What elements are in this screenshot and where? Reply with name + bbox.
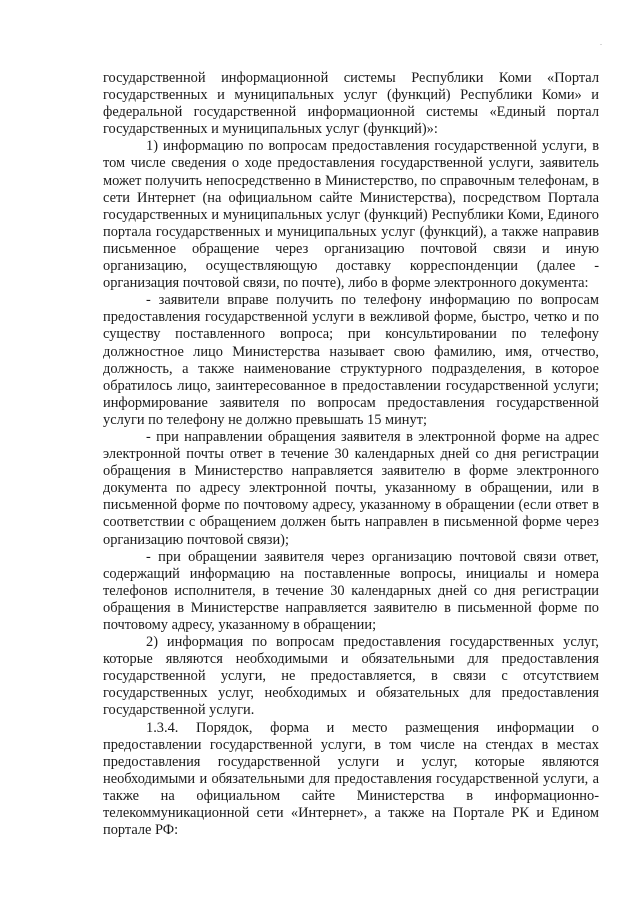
document-body <box>103 70 599 839</box>
paragraph-post-info: - при обращении заявителя через организацию почтовой связи ответ, содержащий информацию на поставленные вопросы, инициалы и номера телефонов исполнителя, в течение 30 календарных дней со дня регистрации обращения в Министерстве направляется заявителю в письменной форме по почтовому адресу, указанному в обращении; <box>103 548 599 633</box>
corner-mark: . <box>600 38 602 47</box>
paragraph-phone-info: - заявители вправе получить по телефону информацию по вопросам предоставления государственной услуги в вежливой форме, быстро, четко и по существу поставленного вопроса; при консультировании по телефону должностное лицо Министерства называет свою фамилию, имя, отчество, должность, а также наименование структурного подразделения, в которое обратилось лицо, заинтересованное в предоставлении государственной услуги; информирование заявителя по вопросам предоставления государственной услуги по телефону не должно превышать 15 минут; <box>103 292 599 428</box>
paragraph-intro: государственной информационной системы Республики Коми «Портал государственных и муниципальных услуг (функций) Республики Коми» и федеральной государственной информационной системы «Единый портал государственных и муниципальных услуг (функций)»: <box>103 70 599 138</box>
paragraph-item-1: 1) информацию по вопросам предоставления государственной услуги, в том числе сведения о ходе предоставления государственной услуги, заявитель может получить непосредственно в Министерство, по справочным телефонам, в сети Интернет (на официальном сайте Министерства), посредством Портала государственных и муниципальных услуг (функций) Республики Коми, Единого портала государственных и муниципальных услуг (функций), а также направив письменное обращение через организацию почтовой связи и иную организацию, осуществляющую доставку корреспонденции (далее - организация почтовой связи, по почте), либо в форме электронного документа: <box>103 138 599 292</box>
paragraph-section-1-3-4: 1.3.4. Порядок, форма и место размещения информации о предоставлении государственной услуги, в том числе на стендах в местах предоставления государственной услуги и услуг, которые являются необходимыми и обязательными для предоставления государственной услуги, а также на официальном сайте Министерства в информационно-телекоммуникационной сети «Интернет», а также на Портале РК и Едином портале РФ: <box>103 719 599 839</box>
paragraph-email-info: - при направлении обращения заявителя в электронной форме на адрес электронной почты ответ в течение 30 календарных дней со дня регистрации обращения в Министерство направляется заявителю в форме электронного документа по адресу электронной почты, указанному в обращении, или в письменной форме по почтовому адресу, указанному в обращении (если ответ в соответствии с обращением должен быть направлен в письменной форме через организацию почтовой связи); <box>103 428 599 548</box>
paragraph-item-2: 2) информация по вопросам предоставления государственных услуг, которые являются необходимыми и обязательными для предоставления государственной услуги, не предоставляется, в связи с отсутствием государственных услуг, необходимых и обязательных для предоставления государственной услуги. <box>103 634 599 719</box>
